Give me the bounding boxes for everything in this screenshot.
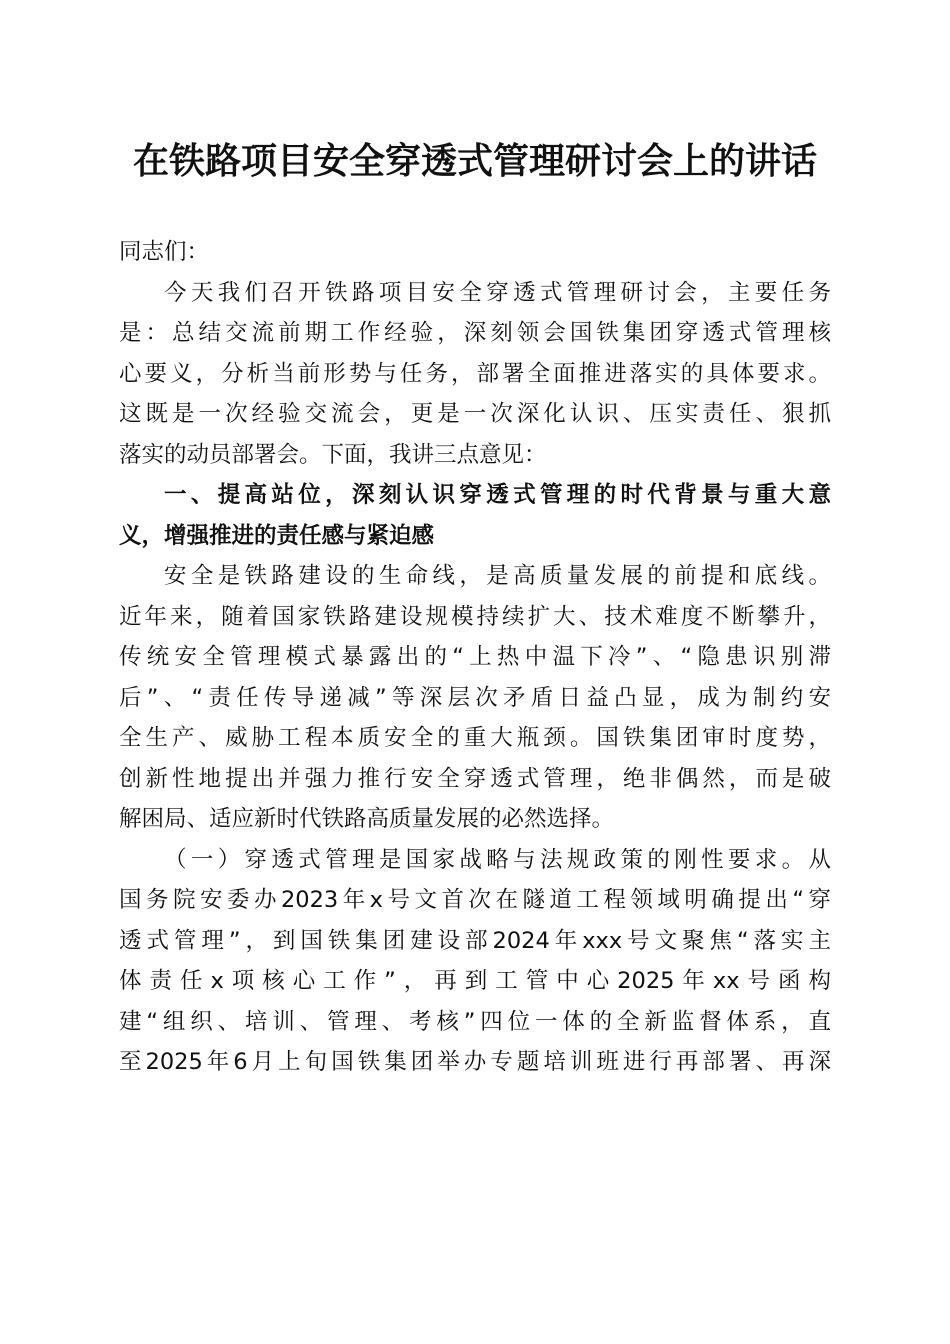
para2-line-3: 传统安全管理模式暴露出的“上热中温下冷”、“隐患识别滞 (119, 644, 831, 670)
para3-line-6: 至2025年6月上旬国铁集团举办专题培训班进行再部署、再深 (119, 1049, 831, 1075)
para2-line-7: 解困局、适应新时代铁路高质量发展的必然选择。 (119, 806, 615, 832)
document-title: 在铁路项目安全穿透式管理研讨会上的讲话 (132, 140, 817, 182)
document-body (119, 232, 831, 1083)
intro-line-1: 今天我们召开铁路项目安全穿透式管理研讨会，主要任务 (164, 279, 831, 306)
heading1-line-1: 一、提高站位，深刻认识穿透式管理的时代背景与重大意 (164, 482, 831, 508)
para3-line-4: 体责任x项核心工作”，再到工管中心2025年xx号函构 (119, 968, 831, 994)
para3-line-3: 透式管理”，到国铁集团建设部2024年xxx号文聚焦“落实主 (119, 927, 831, 954)
para2-line-2: 近年来，随着国家铁路建设规模持续扩大、技术难度不断攀升， (119, 603, 831, 630)
para3-line-1: （一）穿透式管理是国家战略与法规政策的刚性要求。从 (164, 846, 831, 873)
intro-line-4: 这既是一次经验交流会，更是一次深化认识、压实责任、狠抓 (119, 401, 831, 427)
salutation: 同志们： (119, 239, 210, 265)
intro-line-2: 是：总结交流前期工作经验，深刻领会国铁集团穿透式管理核 (119, 320, 831, 346)
para3-line-2: 国务院安委办2023年x号文首次在隧道工程领域明确提出“穿 (119, 887, 831, 913)
para2-line-4: 后”、“责任传导递减”等深层次矛盾日益凸显，成为制约安 (119, 684, 831, 711)
heading1-line-2: 义，增强推进的责任感与紧迫感 (119, 522, 435, 549)
para2-line-1: 安全是铁路建设的生命线，是高质量发展的前提和底线。 (164, 563, 831, 589)
para2-line-6: 创新性地提出并强力推行安全穿透式管理，绝非偶然，而是破 (119, 765, 831, 792)
para2-line-5: 全生产、威胁工程本质安全的重大瓶颈。国铁集团审时度势， (119, 725, 831, 751)
intro-line-3: 心要义，分析当前形势与任务，部署全面推进落实的具体要求。 (119, 360, 831, 387)
intro-line-5: 落实的动员部署会。下面，我讲三点意见： (119, 441, 547, 468)
para3-line-5: 建“组织、培训、管理、考核”四位一体的全新监督体系，直 (119, 1008, 831, 1035)
